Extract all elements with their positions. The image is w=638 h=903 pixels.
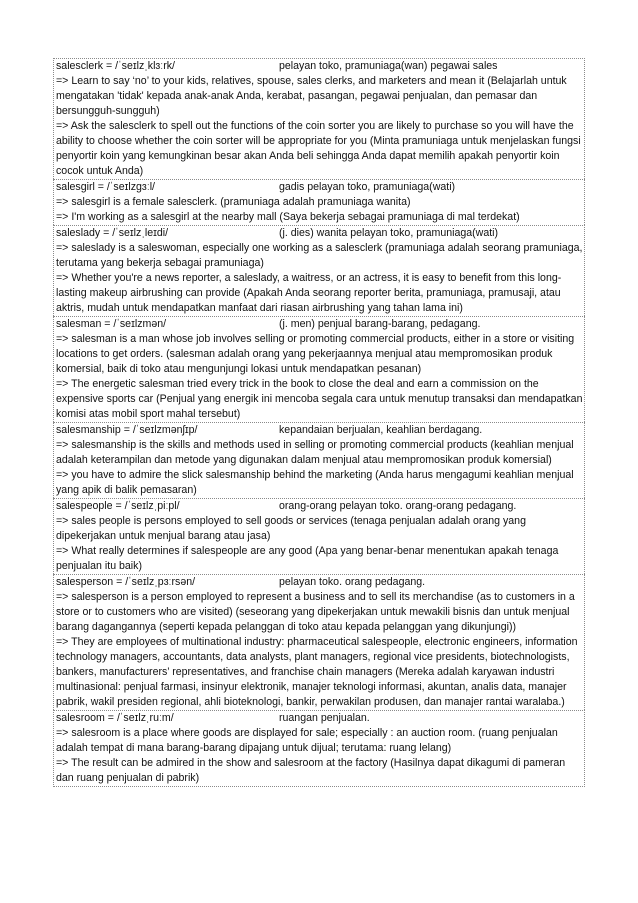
entry-header bbox=[56, 423, 583, 438]
example-paragraph: => Whether you're a news reporter, a saleslady, a waitress, or an actress, it is easy to benefit from this long-lasting makeup airbrushing can provide (Apakah Anda seorang reporter berita, pramuniaga, pramusaji, atau aktris, mudah untuk mendapatkan manfaat dari riasan airbrushing yang tahan lama ini) bbox=[56, 272, 562, 314]
headword: saleslady = /ˈseɪlzˌleɪdi/ bbox=[56, 227, 169, 239]
entry-header bbox=[56, 180, 583, 195]
example-paragraph: => salesman is a man whose job involves selling or promoting commercial products, either in a store or visiting locations to get orders. (salesman adalah orang yang pekerjaannya menjual atau mempromosikan produk komersial, baik di toko atau mengunjungi lokasi untuk mendapatkan pesanan) bbox=[56, 333, 575, 375]
entry-list bbox=[53, 58, 585, 787]
entry-header bbox=[56, 317, 583, 332]
entry-header bbox=[56, 499, 583, 514]
headword: salesperson = /ˈseɪlzˌpɜːrsən/ bbox=[56, 576, 196, 588]
example-paragraph: => The energetic salesman tried every trick in the book to close the deal and earn a commission on the expensive sports car (Penjual yang energik ini mencoba segala cara untuk menutup transaksi dan mendapatkan komisi atas mobil sport mahal tersebut) bbox=[56, 378, 583, 420]
gloss: kepandaian berjualan, keahlian berdagang. bbox=[279, 424, 483, 436]
dictionary-entry bbox=[53, 179, 585, 225]
dictionary-entry bbox=[53, 225, 585, 316]
example-paragraph: => salesroom is a place where goods are displayed for sale; especially : an auction room. (ruang penjualan adalah tempat di mana barang-barang dipajang untuk dijual; terutama: ruang lelang) bbox=[56, 727, 558, 754]
gloss: ruangan penjualan. bbox=[279, 712, 370, 724]
example-paragraph: => sales people is persons employed to sell goods or services (tenaga penjualan adalah orang yang dipekerjakan untuk menjual barang atau jasa) bbox=[56, 515, 526, 542]
example-paragraph: => Learn to say ‘no’ to your kids, relatives, spouse, sales clerks, and marketers and mean it (Belajarlah untuk mengatakan 'tidak' kepada anak-anak Anda, kerabat, pasangan, pegawai penjualan, dan pemasar dan bersungguh-sungguh) bbox=[56, 75, 567, 117]
entry-header bbox=[56, 59, 583, 74]
dictionary-entry bbox=[53, 710, 585, 787]
headword: salesmanship = /ˈseɪlzmənʃɪp/ bbox=[56, 424, 198, 436]
entry-header bbox=[56, 575, 583, 590]
example-paragraph: => you have to admire the slick salesmanship behind the marketing (Anda harus mengagumi keahlian menjual yang apik di balik pemasaran) bbox=[56, 469, 574, 496]
dictionary-entry bbox=[53, 498, 585, 574]
dictionary-entry bbox=[53, 58, 585, 179]
example-paragraph: => What really determines if salespeople are any good (Apa yang benar-benar menentukan apakah tenaga penjualan itu baik) bbox=[56, 545, 559, 572]
gloss: pelayan toko, pramuniaga(wan) pegawai sales bbox=[279, 60, 498, 72]
dictionary-page bbox=[53, 58, 585, 787]
gloss: orang-orang pelayan toko. orang-orang pedagang. bbox=[279, 500, 517, 512]
gloss: (j. dies) wanita pelayan toko, pramuniaga(wati) bbox=[279, 227, 499, 239]
headword: salesclerk = /ˈseɪlzˌklɜːrk/ bbox=[56, 60, 175, 72]
example-paragraph: => Ask the salesclerk to spell out the functions of the coin sorter you are likely to purchase so you will have the ability to choose whether the coin sorter will be appropriate for you (Minta pramuniaga untuk menjelaskan fungsi penyortir koin yang kemungkinan besar akan Anda beli sehingga Anda dapat memilih apakah penyortir koin cocok untuk Anda) bbox=[56, 120, 581, 177]
entry-header bbox=[56, 226, 583, 241]
gloss: (j. men) penjual barang-barang, pedagang. bbox=[279, 318, 481, 330]
entry-header bbox=[56, 711, 583, 726]
example-paragraph: => salesperson is a person employed to represent a business and to sell its merchandise (as to customers in a store or to customers who are visited) (seseorang yang dipekerjakan untuk mewakili bisnis dan untuk menjual barang dagangannya (seperti kepada pelanggan di toko atau kepada pelanggan yang dikunjungi)) bbox=[56, 591, 575, 633]
headword: salesman = /ˈseɪlzmən/ bbox=[56, 318, 167, 330]
headword: salespeople = /ˈseɪlzˌpiːpl/ bbox=[56, 500, 180, 512]
gloss: pelayan toko. orang pedagang. bbox=[279, 576, 426, 588]
example-paragraph: => The result can be admired in the show and salesroom at the factory (Hasilnya dapat dikagumi di pameran dan ruang penjualan di pabrik) bbox=[56, 757, 566, 784]
headword: salesroom = /ˈseɪlzˌruːm/ bbox=[56, 712, 174, 724]
example-paragraph: => saleslady is a saleswoman, especially one working as a salesclerk (pramuniaga adalah seorang pramuniaga, terutama yang bekerja sebagai pramuniaga) bbox=[56, 242, 583, 269]
gloss: gadis pelayan toko, pramuniaga(wati) bbox=[279, 181, 456, 193]
example-paragraph: => salesgirl is a female salesclerk. (pramuniaga adalah pramuniaga wanita) bbox=[56, 196, 411, 208]
example-paragraph: => They are employees of multinational industry: pharmaceutical salespeople, electronic engineers, information technology managers, accountants, data analysts, plant managers, regional vice presidents, biotechnologists, bankers, manufacturers’ representatives, and franchise chain managers (Mereka adalah karyawan industri multinasional: penjual farmasi, insinyur elektronik, manajer teknologi informasi, akuntan, analis data, manajer pabrik, wakil presiden regional, ahli bioteknologi, bankir, perwakilan produsen, dan manajer rantai waralaba.) bbox=[56, 636, 578, 708]
example-paragraph: => salesmanship is the skills and methods used in selling or promoting commercial products (keahlian menjual adalah keterampilan dan metode yang digunakan dalam menjual atau mempromosikan produk komersial) bbox=[56, 439, 574, 466]
example-paragraph: => I'm working as a salesgirl at the nearby mall (Saya bekerja sebagai pramuniaga di mal terdekat) bbox=[56, 211, 520, 223]
dictionary-entry bbox=[53, 422, 585, 498]
dictionary-entry bbox=[53, 574, 585, 710]
dictionary-entry bbox=[53, 316, 585, 422]
headword: salesgirl = /ˈseɪlzɡɜːl/ bbox=[56, 181, 156, 193]
